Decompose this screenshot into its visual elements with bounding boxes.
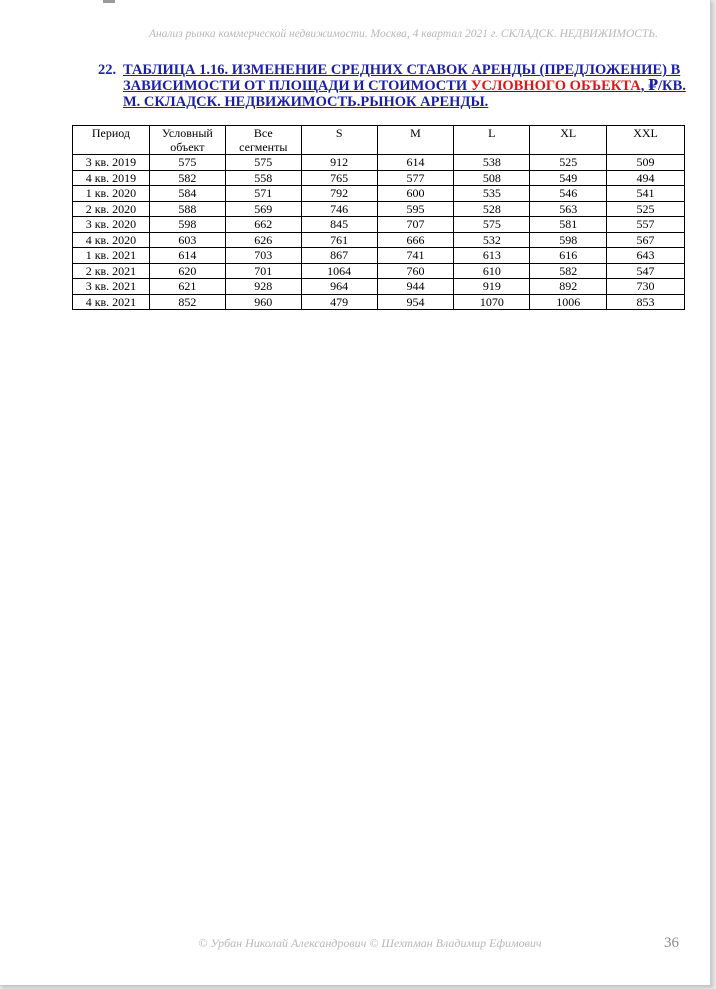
value-cell: 575 (149, 155, 225, 171)
column-header-line: объект (170, 140, 205, 154)
value-cell: 954 (377, 294, 454, 310)
column-header-line: M (410, 126, 421, 140)
table-row (73, 232, 685, 248)
value-cell: 707 (377, 217, 454, 233)
value-cell: 546 (530, 186, 607, 202)
value-cell: 582 (530, 263, 607, 279)
value-cell: 845 (301, 217, 377, 233)
column-header-line: XL (560, 126, 577, 140)
column-header-line: Все (253, 126, 273, 140)
value-cell: 919 (454, 279, 530, 295)
value-cell: 571 (225, 186, 301, 202)
value-cell: 600 (377, 186, 454, 202)
column-header-line: Условный (161, 126, 213, 140)
table-row (73, 186, 685, 202)
value-cell: 575 (225, 155, 301, 171)
period-cell: 1 кв. 2020 (73, 186, 150, 202)
period-cell: 2 кв. 2021 (73, 263, 150, 279)
period-cell: 2 кв. 2020 (73, 201, 150, 217)
table-header-row (73, 126, 685, 155)
table-row (73, 248, 685, 264)
table-body (73, 155, 685, 310)
value-cell: 508 (454, 170, 530, 186)
value-cell: 614 (149, 248, 225, 264)
value-cell: 538 (454, 155, 530, 171)
table-heading (98, 62, 688, 110)
value-cell: 616 (530, 248, 607, 264)
value-cell: 528 (454, 201, 530, 217)
value-cell: 557 (607, 217, 685, 233)
value-cell: 547 (607, 263, 685, 279)
value-cell: 892 (530, 279, 607, 295)
value-cell: 746 (301, 201, 377, 217)
heading-number: 22. (98, 62, 117, 78)
value-cell: 567 (607, 232, 685, 248)
heading-part-1: ТАБЛИЦА 1.16. ИЗМЕНЕНИЕ СРЕДНИХ СТАВОК АРЕНДЫ (ПРЕДЛОЖЕНИЕ) В ЗАВИСИМОСТИ ОТ ПЛОЩАДИ И СТОИМОСТИ (123, 62, 681, 94)
value-cell: 577 (377, 170, 454, 186)
column-header-line: S (335, 126, 343, 140)
value-cell: 928 (225, 279, 301, 295)
copyright-footer: © Урбан Николай Александрович © Шехтман Владимир Ефимович (198, 936, 542, 950)
table-row (73, 279, 685, 295)
period-cell: 4 кв. 2021 (73, 294, 150, 310)
column-header-line: L (488, 126, 496, 140)
period-cell: 4 кв. 2020 (73, 232, 150, 248)
value-cell: 662 (225, 217, 301, 233)
value-cell: 620 (149, 263, 225, 279)
value-cell: 703 (225, 248, 301, 264)
table-row (73, 294, 685, 310)
value-cell: 603 (149, 232, 225, 248)
value-cell: 666 (377, 232, 454, 248)
value-cell: 852 (149, 294, 225, 310)
period-cell: 4 кв. 2019 (73, 170, 150, 186)
table-row (73, 201, 685, 217)
value-cell: 595 (377, 201, 454, 217)
value-cell: 1006 (530, 294, 607, 310)
value-cell: 558 (225, 170, 301, 186)
value-cell: 643 (607, 248, 685, 264)
value-cell: 760 (377, 263, 454, 279)
value-cell: 614 (377, 155, 454, 171)
column-header-line: сегменты (239, 140, 288, 154)
value-cell: 525 (530, 155, 607, 171)
period-cell: 3 кв. 2021 (73, 279, 150, 295)
period-cell: 1 кв. 2021 (73, 248, 150, 264)
table-row (73, 155, 685, 171)
value-cell: 581 (530, 217, 607, 233)
period-cell: 3 кв. 2019 (73, 155, 150, 171)
column-header (149, 126, 225, 155)
period-cell: 3 кв. 2020 (73, 217, 150, 233)
heading-accent: УСЛОВНОГО ОБЪЕКТА (470, 78, 641, 94)
value-cell: 701 (225, 263, 301, 279)
value-cell: 867 (301, 248, 377, 264)
column-header (607, 126, 685, 155)
page-number: 36 (664, 935, 679, 951)
heading-text (123, 62, 688, 110)
column-header (225, 126, 301, 155)
value-cell: 761 (301, 232, 377, 248)
value-cell: 549 (530, 170, 607, 186)
value-cell: 584 (149, 186, 225, 202)
value-cell: 575 (454, 217, 530, 233)
value-cell: 964 (301, 279, 377, 295)
value-cell: 613 (454, 248, 530, 264)
table-row (73, 217, 685, 233)
value-cell: 1070 (454, 294, 530, 310)
value-cell: 741 (377, 248, 454, 264)
value-cell: 598 (149, 217, 225, 233)
value-cell: 912 (301, 155, 377, 171)
heading-part-2: , ₽/КВ. М. СКЛАДСК. НЕДВИЖИМОСТЬ.РЫНОК АРЕНДЫ. (123, 78, 686, 110)
table-row (73, 170, 685, 186)
value-cell: 853 (607, 294, 685, 310)
value-cell: 535 (454, 186, 530, 202)
column-header (377, 126, 454, 155)
column-header (530, 126, 607, 155)
rent-rates-table (72, 125, 685, 310)
value-cell: 569 (225, 201, 301, 217)
value-cell: 582 (149, 170, 225, 186)
value-cell: 563 (530, 201, 607, 217)
value-cell: 792 (301, 186, 377, 202)
running-header: Анализ рынка коммерческой недвижимости. Москва, 4 квартал 2021 г. СКЛАДСК. НЕДВИЖИМОСТЬ. (148, 28, 658, 40)
value-cell: 765 (301, 170, 377, 186)
value-cell: 541 (607, 186, 685, 202)
value-cell: 960 (225, 294, 301, 310)
value-cell: 525 (607, 201, 685, 217)
value-cell: 626 (225, 232, 301, 248)
value-cell: 494 (607, 170, 685, 186)
value-cell: 598 (530, 232, 607, 248)
value-cell: 509 (607, 155, 685, 171)
value-cell: 532 (454, 232, 530, 248)
column-header-line: XXL (633, 126, 658, 140)
value-cell: 479 (301, 294, 377, 310)
value-cell: 610 (454, 263, 530, 279)
value-cell: 944 (377, 279, 454, 295)
value-cell: 621 (149, 279, 225, 295)
column-header-line: Период (91, 126, 131, 140)
value-cell: 730 (607, 279, 685, 295)
value-cell: 1064 (301, 263, 377, 279)
column-header (301, 126, 377, 155)
column-header (454, 126, 530, 155)
value-cell: 588 (149, 201, 225, 217)
column-header (73, 126, 150, 155)
table-row (73, 263, 685, 279)
page-corner-mark (103, 0, 115, 3)
